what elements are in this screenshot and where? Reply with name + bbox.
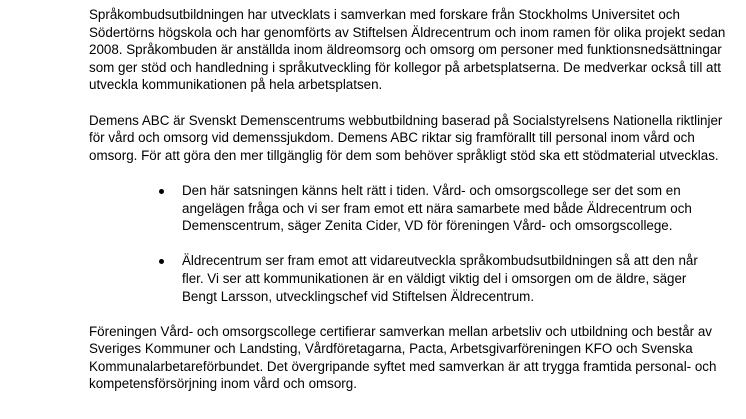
paragraph-demens-abc: Demens ABC är Svenskt Demenscentrums webbutbildning baserad på Socialstyrelsens Nationella riktlinjer för vård och omsorg vid demenssjukdom. Demens ABC riktar sig framförallt till personal inom vård och omsorg. För att göra den mer tillgänglig för dem som behöver språkligt stöd ska ett stödmaterial utvecklas.	[89, 112, 723, 163]
document-page	[89, 6, 739, 411]
quote-list	[89, 182, 739, 305]
bullet-icon	[159, 259, 164, 264]
quote-item-bengt-larsson	[182, 252, 712, 305]
bullet-icon	[159, 189, 164, 194]
quote-text: Den här satsningen känns helt rätt i tiden. Vård- och omsorgscollege ser det som en angelägen fråga och vi ser fram emot ett nära samarbete med både Äldrecentrum och Demenscentrum, säger Zenita Cider, VD för föreningen Vård- och omsorgscollege.	[182, 182, 692, 234]
quote-text: Äldrecentrum ser fram emot att vidareutveckla språkombudsutbildningen så att den når fler. Vi ser att kommunikationen är en väldigt viktig del i omsorgen om de äldre, säger Bengt Larsson, utvecklingschef vid Stiftelsen Äldrecentrum.	[182, 253, 698, 304]
paragraph-closing: Föreningen Vård- och omsorgscollege certifierar samverkan mellan arbetsliv och utbildning och består av Sveriges Kommuner och Landsting, Vårdföretagarna, Pacta, Arbetsgivarföreningen KFO och Svenska Kommunalarbetareförbundet. Det övergripande syftet med samverkan är att trygga framtida personal- och kompetensförsörjning inom vård och omsorg.	[89, 323, 717, 392]
paragraph-sprakombud: Språkombudsutbildningen har utvecklats i samverkan med forskare från Stockholms Universitet och Södertörns högskola och har genomförts av Stiftelsen Äldrecentrum och inom ramen för olika projekt sedan 2008. Språkombuden är anställda inom äldreomsorg och omsorg om personer med funktionsnedsättningar som ger stöd och handledning i språkutveckling för kollegor på arbetsplatserna. De medverkar också till att utveckla kommunikationen på hela arbetsplatsen.	[89, 7, 726, 93]
quote-item-zenita-cider	[182, 182, 712, 235]
